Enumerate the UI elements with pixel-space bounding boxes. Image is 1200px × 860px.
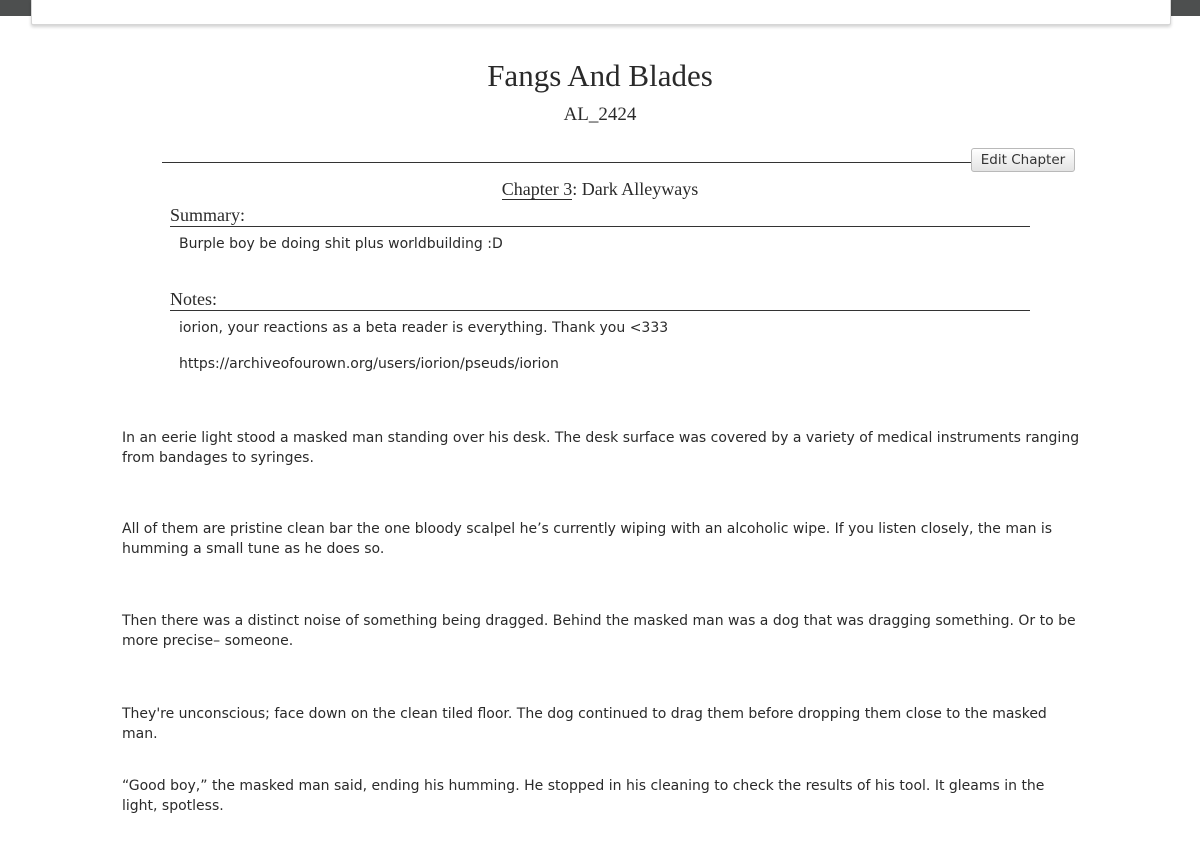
chapter-name: Dark Alleyways: [581, 179, 699, 199]
chapter-divider: [162, 162, 980, 163]
body-paragraph: Then there was a distinct noise of something being dragged. Behind the masked man was a dog that was dragging something. Or to be more precise– someone.: [122, 613, 1076, 649]
summary-text: Burple boy be doing shit plus worldbuilding :D: [179, 236, 503, 252]
body-paragraph: In an eerie light stood a masked man standing over his desk. The desk surface was covered by a variety of medical instruments ranging from bandages to syringes.: [122, 430, 1080, 466]
chapter-separator: :: [572, 179, 582, 199]
body-paragraph: “Good boy,” the masked man said, ending his humming. He stopped in his cleaning to check the results of his tool. It gleams in the light, spotless.: [122, 778, 1045, 814]
work-title: Fangs And Blades: [487, 58, 713, 93]
summary-heading: Summary:: [170, 205, 1030, 227]
notes-heading: Notes:: [170, 289, 1030, 311]
edit-chapter-button[interactable]: Edit Chapter: [971, 148, 1075, 172]
body-paragraph: They're unconscious; face down on the clean tiled floor. The dog continued to drag them before dropping them close to the masked man.: [122, 706, 1047, 742]
site-header-panel: [31, 0, 1171, 25]
notes-link[interactable]: https://archiveofourown.org/users/iorion/pseuds/iorion: [179, 356, 559, 372]
work-author[interactable]: AL_2424: [563, 104, 637, 125]
notes-line: iorion, your reactions as a beta reader is everything. Thank you <333: [179, 320, 669, 336]
body-paragraph: All of them are pristine clean bar the one bloody scalpel he’s currently wiping with an alcoholic wipe. If you listen closely, the man is humming a small tune as he does so.: [122, 521, 1053, 557]
chapter-link[interactable]: Chapter 3: [501, 179, 573, 199]
chapter-heading: [0, 179, 1200, 200]
